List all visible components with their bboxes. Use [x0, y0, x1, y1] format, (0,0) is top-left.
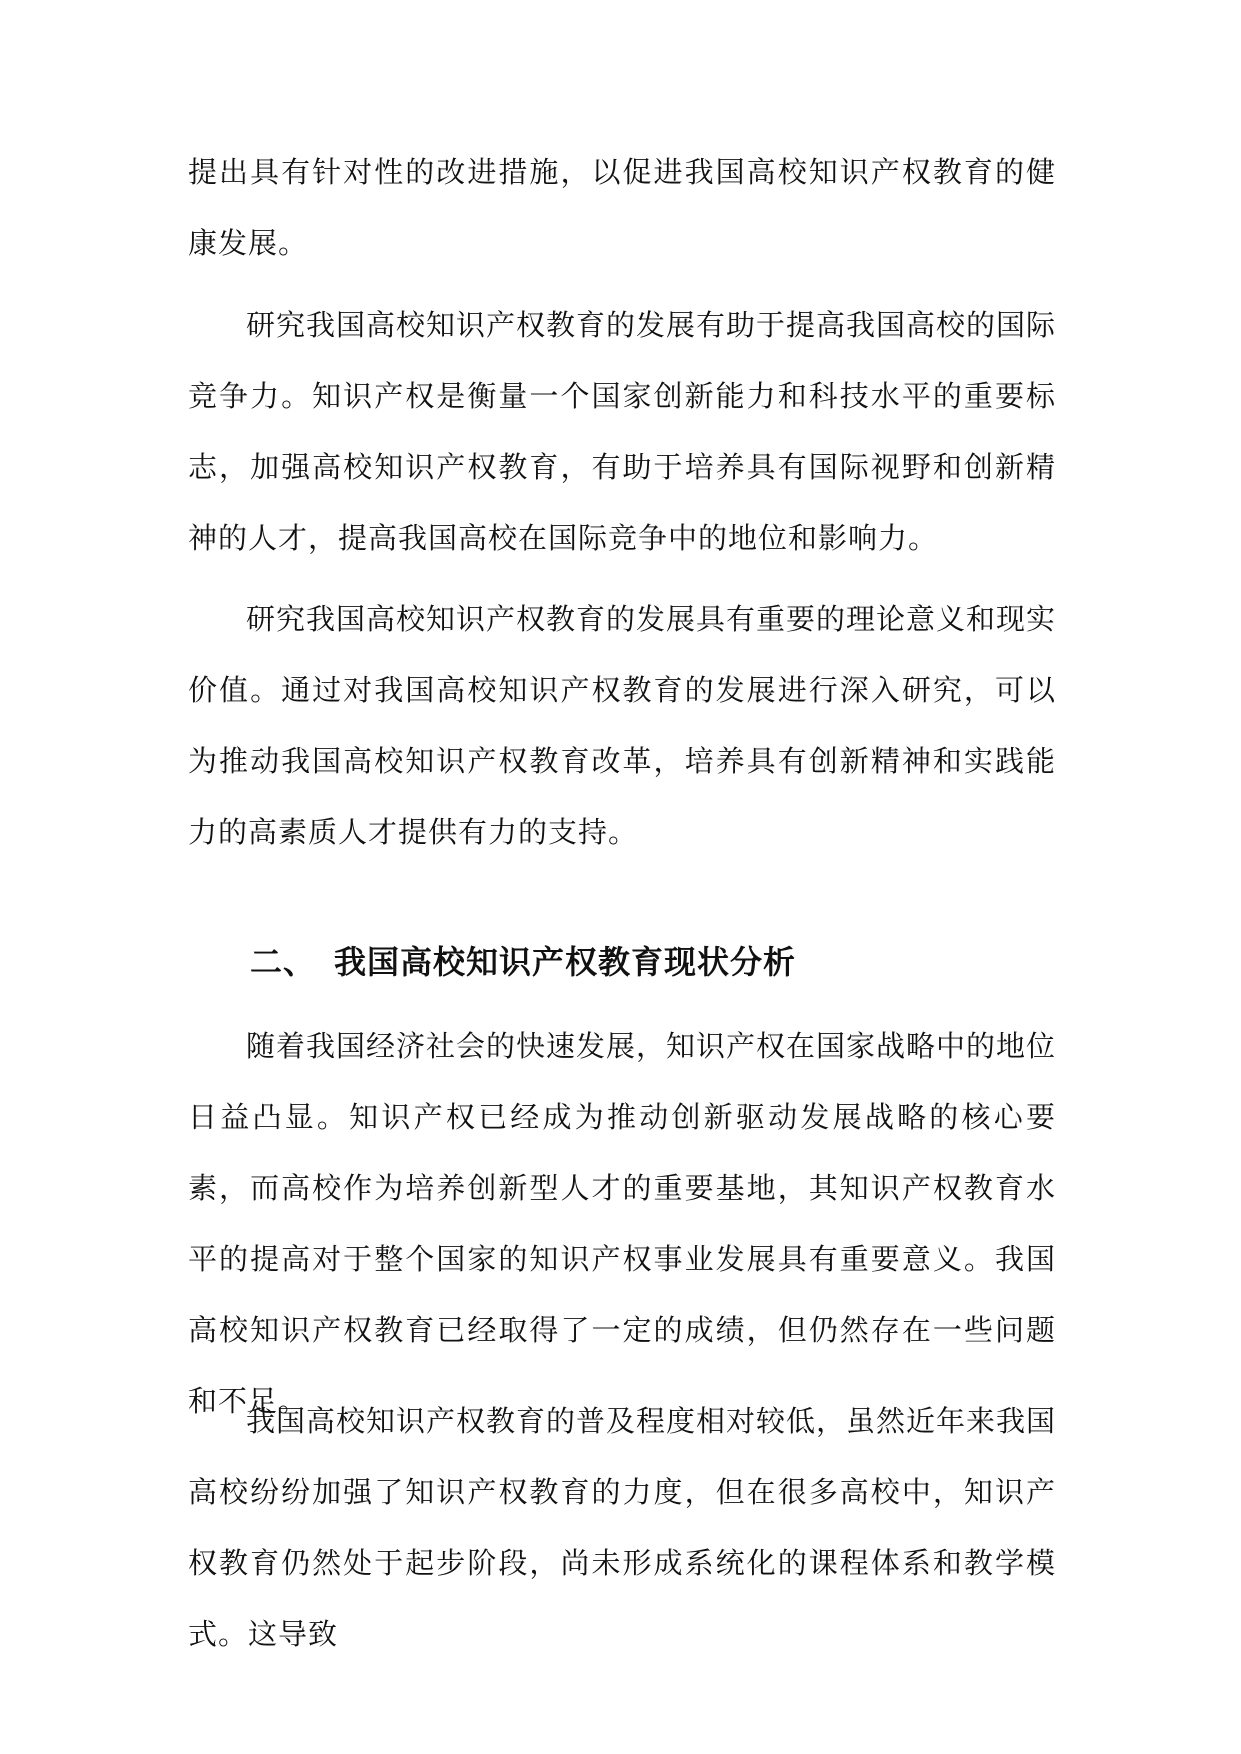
section-number: 二、: [250, 943, 317, 981]
paragraph-significance: 研究我国高校知识产权教育的发展具有重要的理论意义和现实价值。通过对我国高校知识产权教育的发展进行深入研究，可以为推动我国高校知识产权教育改革，培养具有创新精神和实践能力的高素质人才提供有力的支持。: [188, 602, 1057, 849]
paragraph-continued: 提出具有针对性的改进措施，以促进我国高校知识产权教育的健康发展。: [188, 155, 1056, 260]
paragraph-current-status: 随着我国经济社会的快速发展，知识产权在国家战略中的地位日益凸显。知识产权已经成为推动创新驱动发展战略的核心要素，而高校作为培养创新型人才的重要基地，其知识产权教育水平的提高对于整个国家的知识产权事业发展具有重要意义。我国高校知识产权教育已经取得了一定的成绩，但仍然存在一些问题和不足。: [188, 1029, 1057, 1418]
paragraph-competitiveness: 研究我国高校知识产权教育的发展有助于提高我国高校的国际竞争力。知识产权是衡量一个国家创新能力和科技水平的重要标志，加强高校知识产权教育，有助于培养具有国际视野和创新精神的人才，提高我国高校在国际竞争中的地位和影响力。: [188, 308, 1057, 555]
section-heading: [250, 932, 796, 992]
paragraph-popularization: 我国高校知识产权教育的普及程度相对较低，虽然近年来我国高校纷纷加强了知识产权教育的力度，但在很多高校中，知识产权教育仍然处于起步阶段，尚未形成系统化的课程体系和教学模式。这导致: [188, 1404, 1057, 1651]
section-title: 我国高校知识产权教育现状分析: [334, 943, 797, 981]
